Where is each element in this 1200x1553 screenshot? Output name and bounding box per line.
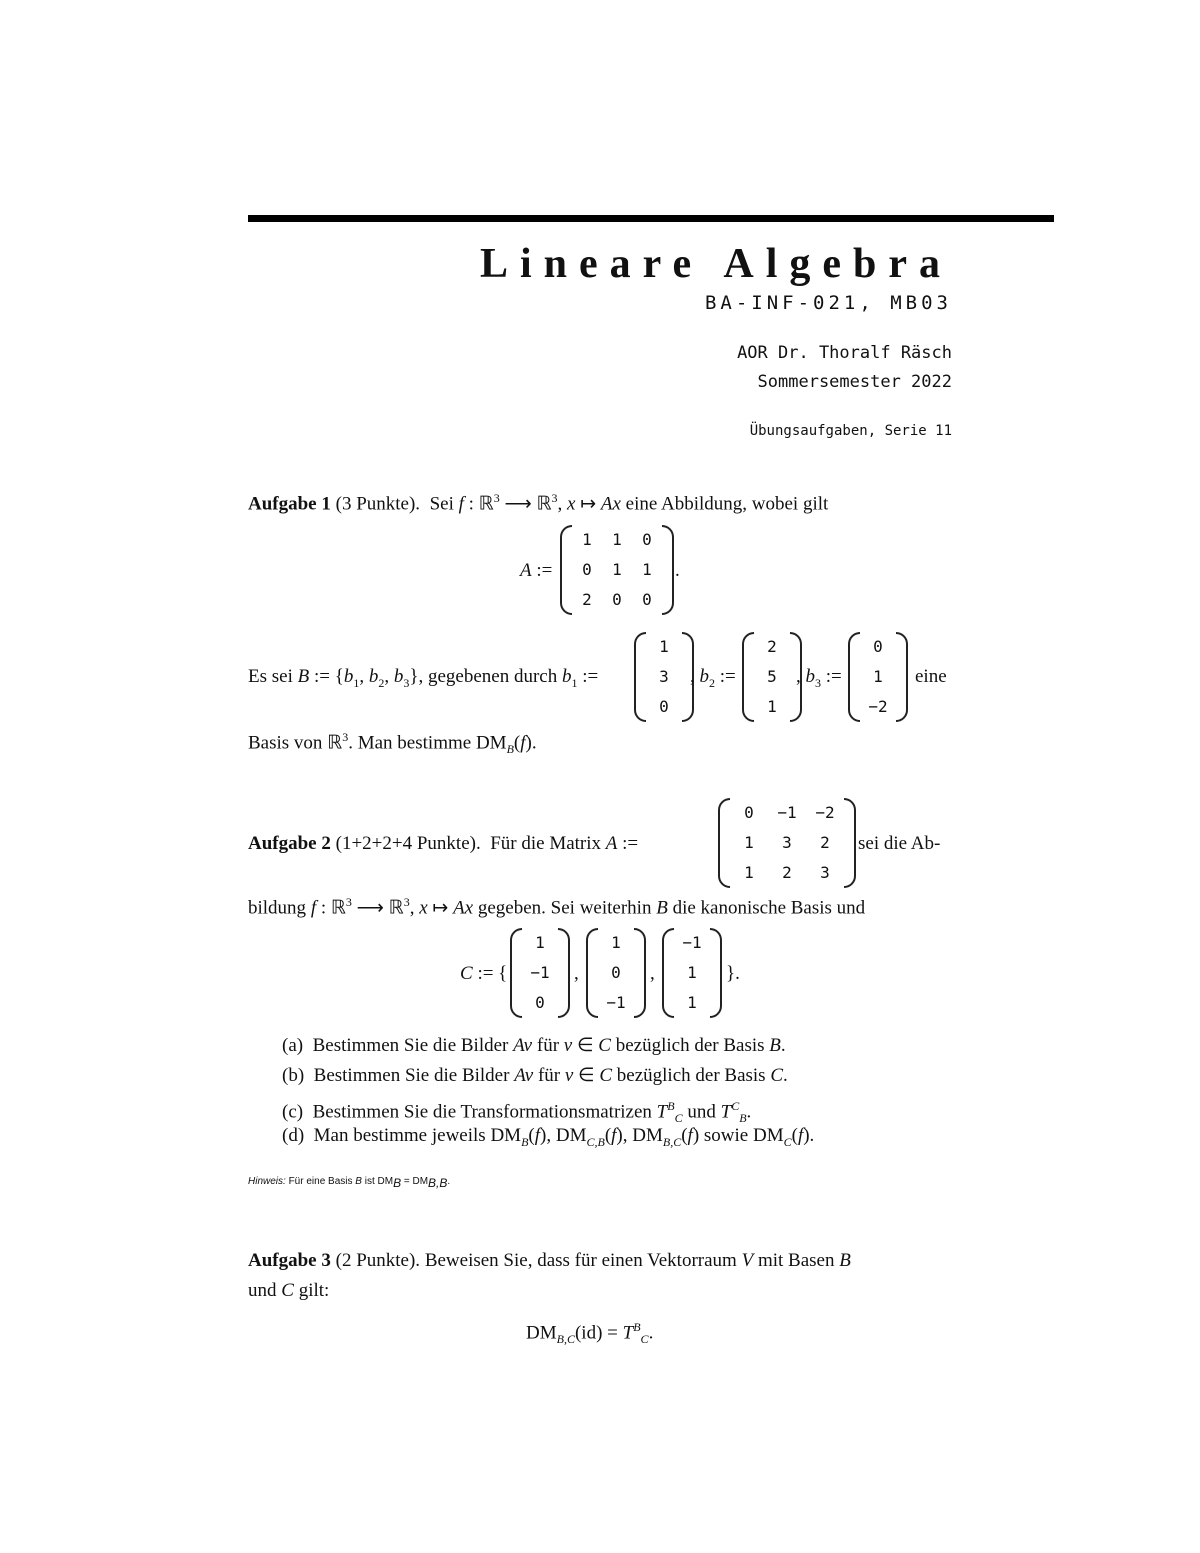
- task2-points: (1+2+2+4 Punkte).: [335, 833, 481, 854]
- task1-intro: Aufgabe 1 (3 Punkte). Sei f : ℝ$^3$ ⟶ ℝ$^3$, x ↦ Ax eine Abbildung, wobei gilt: [248, 491, 829, 515]
- task1-vector-b2: 2 5 1: [742, 632, 802, 722]
- task2-matrix-A: 0 −1 −2 1 3 2 1 2 3: [718, 798, 856, 888]
- task1-vector-b1: 1 3 0: [634, 632, 694, 722]
- task1-eine: eine: [915, 666, 947, 687]
- task2-label: Aufgabe 2: [248, 833, 331, 854]
- task1-matrix-A: 1 1 0 0 1 1 2 0 0: [560, 525, 674, 615]
- task1-vector-b3: 0 1 −2: [848, 632, 908, 722]
- task2-item-a: (a) Bestimmen Sie die Bilder Av für v ∈ C bezüglich der Basis B.: [282, 1035, 786, 1056]
- task1-basis-text: gegebenen durch: [427, 666, 558, 687]
- task2-vector-c2: 1 0 −1: [586, 928, 646, 1018]
- task2-basis-C-label: C := {: [460, 963, 508, 984]
- task3-line2: und C gilt:: [248, 1280, 330, 1301]
- task2-vector-c1: 1 −1 0: [510, 928, 570, 1018]
- task2-hint: Hinweis: Für eine Basis B ist $DM_B = DM_{B,B}$.: [248, 1176, 451, 1190]
- task1-points: (3 Punkte).: [335, 493, 421, 515]
- task2-after-matrix: sei die Ab-: [858, 833, 941, 854]
- task2-item-c: (c) Bestimmen Sie die Transformationsmatrizen $T^B_C$ und $T^C_B$.: [282, 1099, 752, 1126]
- lecturer: AOR Dr. Thoralf Räsch: [737, 343, 952, 363]
- exercise-sheet: Übungsaufgaben, Serie 11: [749, 423, 952, 439]
- task1-basis-intro: Es sei B := {$b_1$, $b_2$, $b_3$}, gegebenen durch $b_1$ :=: [248, 666, 599, 690]
- task2-intro: Aufgabe 2 (1+2+2+4 Punkte). Für die Matrix A :=: [248, 833, 639, 854]
- header-rule: [248, 215, 1054, 222]
- task2-item-d: (d) Man bestimme jeweils $DM_B(f)$, $DM_{C,B}(f)$, $DM_{B,C}(f)$ sowie $DM_C(f)$.: [282, 1125, 815, 1149]
- task1-label: Aufgabe 1: [248, 493, 331, 515]
- task1-matrix-label: A :=: [520, 560, 553, 581]
- task2-vector-c3: −1 1 1: [662, 928, 722, 1018]
- task1-b3-label: , $b_3$ :=: [796, 666, 842, 690]
- task3-points: (2 Punkte).: [335, 1250, 421, 1271]
- task2-line2: bildung f : ℝ$^3$ ⟶ ℝ$^3$, x ↦ Ax gegeben. Sei weiterhin B die kanonische Basis und: [248, 895, 866, 919]
- task1-intro-text: eine Abbildung, wobei gilt: [625, 493, 829, 515]
- task1-matrix-period: .: [675, 560, 680, 581]
- task3-label: Aufgabe 3: [248, 1250, 331, 1271]
- task1-b2-label: , $b_2$ :=: [690, 666, 736, 690]
- document-title: Lineare Algebra: [479, 241, 952, 287]
- task2-item-b: (b) Bestimmen Sie die Bilder Av für v ∈ C bezüglich der Basis C.: [282, 1065, 788, 1086]
- task1-line3: Basis von ℝ$^3$. Man bestimme $DM_B(f)$.: [248, 730, 537, 757]
- task3-intro: Aufgabe 3 (2 Punkte). Beweisen Sie, dass für einen Vektorraum V mit Basen B: [248, 1250, 851, 1271]
- course-code: BA-INF-021, MB03: [704, 292, 952, 314]
- semester: Sommersemester 2022: [757, 372, 952, 392]
- task3-formula: $DM_{B,C}(id) = T^B_C$.: [526, 1320, 654, 1347]
